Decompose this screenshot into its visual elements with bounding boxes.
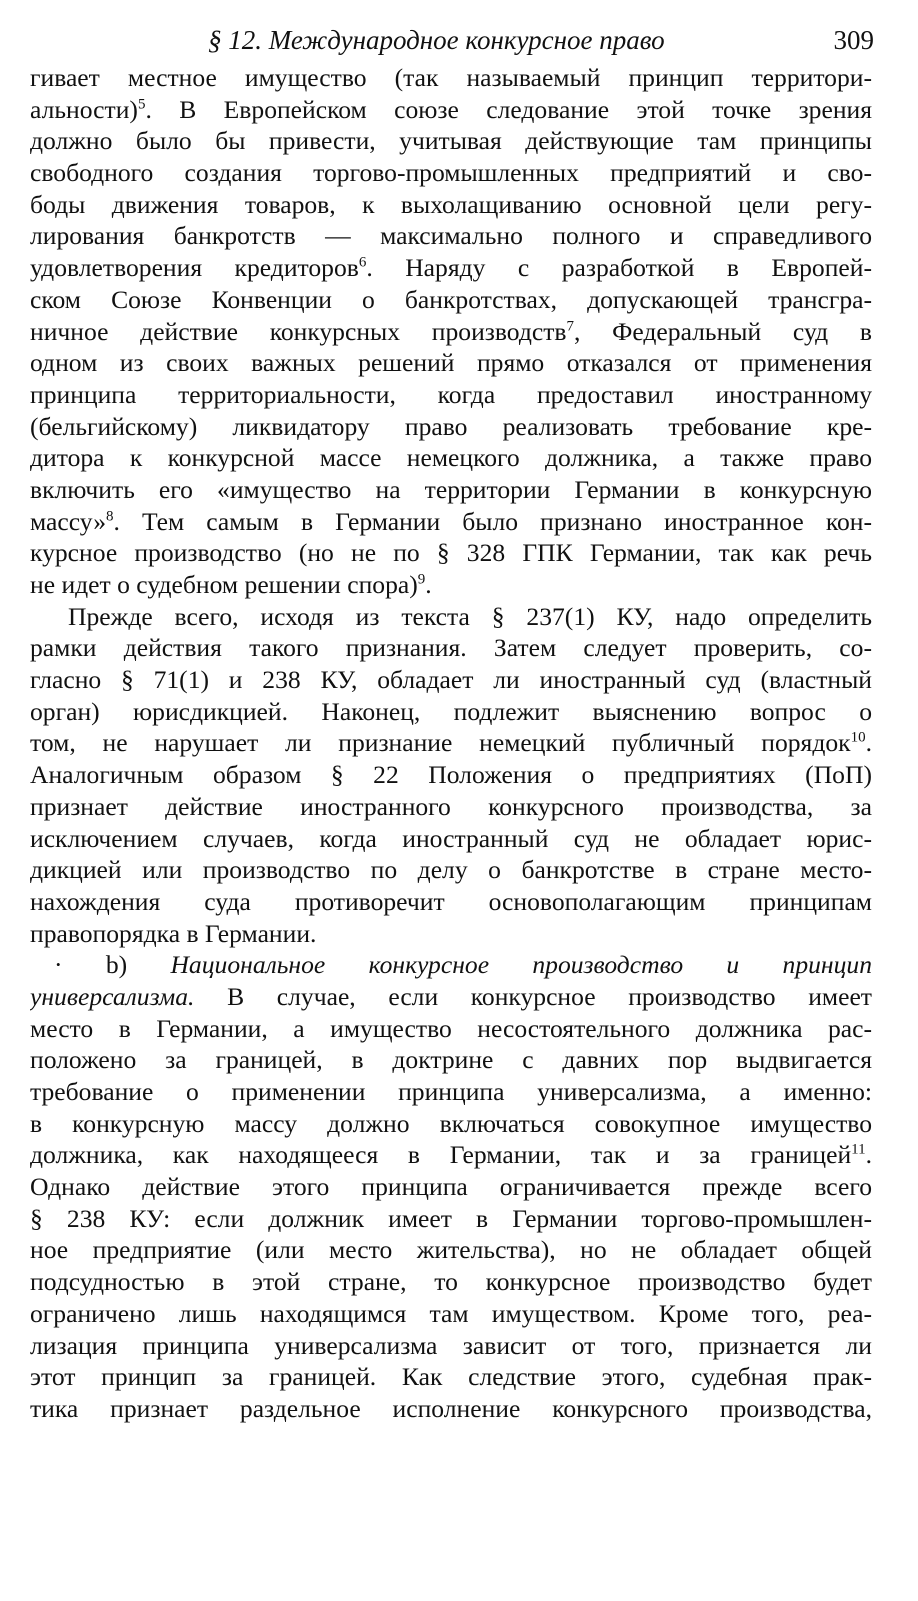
text-line: [30, 442, 872, 474]
text-line: [30, 474, 872, 506]
text-line: [30, 347, 872, 379]
line-text-continued: .: [425, 570, 432, 599]
running-head: [30, 20, 872, 60]
line-text: в конкурсную массу должно включаться совокупное имущество: [30, 1108, 872, 1138]
page-number: 309: [833, 25, 874, 55]
text-line: [30, 1361, 872, 1393]
line-text: Однако действие этого принципа ограничивается прежде всего: [30, 1172, 872, 1202]
paragraph: [30, 62, 872, 601]
line-text: альности): [30, 94, 138, 124]
text-line: [30, 632, 872, 664]
line-text: том, не нарушает ли признание немецкий публичный порядок: [30, 728, 851, 758]
text-line: [30, 727, 872, 759]
line-text: одном из своих важных решений прямо отказался от применения: [30, 348, 872, 378]
line-text: подсудностью в этой стране, то конкурсное производство будет: [30, 1267, 872, 1297]
line-text-continued: . Тем самым в Германии было признано иностранное кон-: [113, 506, 872, 536]
book-page: [30, 20, 872, 1425]
text-line: [30, 1298, 872, 1330]
section-title: § 12. Международное конкурсное право: [208, 25, 665, 55]
line-text: исключением случаев, когда иностранный суд не обладает юрис-: [30, 823, 872, 853]
text-line: [30, 506, 872, 538]
line-text: свободного создания торгово-промышленных предприятий и сво-: [30, 158, 872, 188]
line-text: орган) юрисдикцией. Наконец, подлежит выяснению вопрос о: [30, 696, 872, 726]
text-line: [30, 791, 872, 823]
text-line: [30, 886, 872, 918]
line-text: должно было бы привести, учитывая действующие там принципы: [30, 126, 872, 156]
text-line: [30, 1171, 872, 1203]
line-text: (бельгийскому) ликвидатору право реализовать требование кре-: [30, 411, 872, 441]
line-text: ском Союзе Конвенции о банкротствах, допускающей трансгра-: [30, 284, 872, 314]
text-line: [30, 94, 872, 126]
line-text: место в Германии, а имущество несостоятельного должника рас-: [30, 1013, 872, 1043]
paragraph: [30, 949, 872, 1424]
line-text: § 238 КУ: если должник имеет в Германии торгово-промышлен-: [30, 1203, 872, 1233]
line-text: массу»: [30, 506, 106, 536]
line-text: курсное производство (но не по § 328 ГПК Германии, так как речь: [30, 538, 872, 568]
line-text: требование о применении принципа универсализма, а именно:: [30, 1077, 872, 1106]
line-text-continued: . В Европейском союзе следование этой точке зрения: [145, 94, 872, 124]
text-line: [30, 918, 872, 950]
line-text: лизация принципа универсализма зависит от того, признается ли: [30, 1330, 872, 1360]
text-line: [30, 1234, 872, 1266]
text-line: [30, 949, 872, 981]
line-text-continued: В случае, если конкурсное производство имеет: [194, 981, 872, 1011]
text-line: [30, 1108, 872, 1140]
text-line: [30, 220, 872, 252]
line-text: положено за границей, в доктрине с давних пор выдвигается: [30, 1045, 872, 1075]
line-text: Прежде всего, исходя из текста § 237(1) КУ, надо определить: [68, 601, 872, 631]
line-text-continued: .: [865, 728, 872, 758]
line-text: тика признает раздельное исполнение конкурсного производства,: [30, 1393, 872, 1423]
text-line: [30, 189, 872, 221]
body-text: [30, 62, 872, 1425]
line-text: дитора к конкурсной массе немецкого должника, а также право: [30, 443, 872, 473]
line-text-continued: , Федеральный суд в: [574, 316, 872, 346]
text-line: [30, 252, 872, 284]
line-text: должника, как находящееся в Германии, так и за границей: [30, 1140, 852, 1170]
line-text: нахождения суда противоречит основополагающим принципам: [30, 886, 872, 916]
line-text: не идет о судебном решении спора): [30, 570, 418, 599]
text-line: [30, 1044, 872, 1076]
footnote-ref: 8: [106, 508, 114, 525]
text-line: [30, 157, 872, 189]
line-text: лирования банкротств — максимально полного и справедливого: [30, 221, 872, 251]
text-line: [30, 1266, 872, 1298]
italic-heading: Национальное конкурсное производство и принцип: [170, 950, 872, 980]
text-line: [30, 1203, 872, 1235]
text-line: [30, 981, 872, 1013]
footnote-ref: 11: [851, 1141, 866, 1158]
text-line: [30, 1393, 872, 1425]
line-text: ограничено лишь находящимся там имуществом. Кроме того, реа-: [30, 1298, 872, 1328]
footnote-ref: 9: [417, 571, 426, 588]
line-text: гласно § 71(1) и 238 КУ, обладает ли иностранный суд (властный: [30, 665, 872, 695]
text-line: [30, 316, 872, 348]
line-text: признает действие иностранного конкурсного производства, за: [30, 791, 872, 821]
line-text-continued: . Наряду с разработкой в Европей-: [366, 253, 872, 283]
text-line: [30, 379, 872, 411]
line-text: дикцией или производство по делу о банкротстве в стране место-: [30, 855, 872, 885]
line-text: гивает местное имущество (так называемый принцип территори-: [30, 63, 872, 92]
text-line: [30, 823, 872, 855]
line-text: удовлетворения кредиторов: [30, 253, 359, 283]
footnote-ref: 10: [850, 729, 866, 746]
text-line: [30, 569, 872, 601]
line-text: этот принцип за границей. Как следствие этого, судебная прак-: [30, 1362, 872, 1392]
paragraph: [30, 601, 872, 950]
text-line: [30, 1330, 872, 1362]
line-text: боды движения товаров, к выхолащиванию основной цели регу-: [30, 189, 872, 219]
line-text: принципа территориальности, когда предоставил иностранному: [30, 379, 872, 409]
italic-heading: универсализма.: [30, 981, 195, 1011]
text-line: [30, 62, 872, 94]
text-line: [30, 125, 872, 157]
line-text: ное предприятие (или место жительства), но не обладает общей: [30, 1235, 872, 1265]
line-text: включить его «имущество на территории Германии в конкурсную: [30, 474, 872, 504]
line-text: правопорядка в Германии.: [30, 918, 317, 948]
line-text-continued: .: [865, 1140, 872, 1170]
footnote-ref: 6: [358, 254, 367, 271]
footnote-ref: 7: [566, 317, 574, 334]
text-line: [30, 696, 872, 728]
text-line: [30, 601, 872, 633]
list-marker: · b): [54, 950, 171, 980]
text-line: [30, 1139, 872, 1171]
text-line: [30, 854, 872, 886]
text-line: [30, 664, 872, 696]
line-text: рамки действия такого признания. Затем следует проверить, со-: [30, 633, 872, 663]
line-text: Аналогичным образом § 22 Положения о предприятиях (ПоП): [30, 760, 872, 790]
text-line: [30, 411, 872, 443]
text-line: [30, 284, 872, 316]
text-line: [30, 537, 872, 569]
text-line: [30, 759, 872, 791]
footnote-ref: 5: [137, 96, 146, 113]
text-line: [30, 1013, 872, 1045]
text-line: [30, 1076, 872, 1108]
line-text: ничное действие конкурсных производств: [30, 316, 567, 346]
